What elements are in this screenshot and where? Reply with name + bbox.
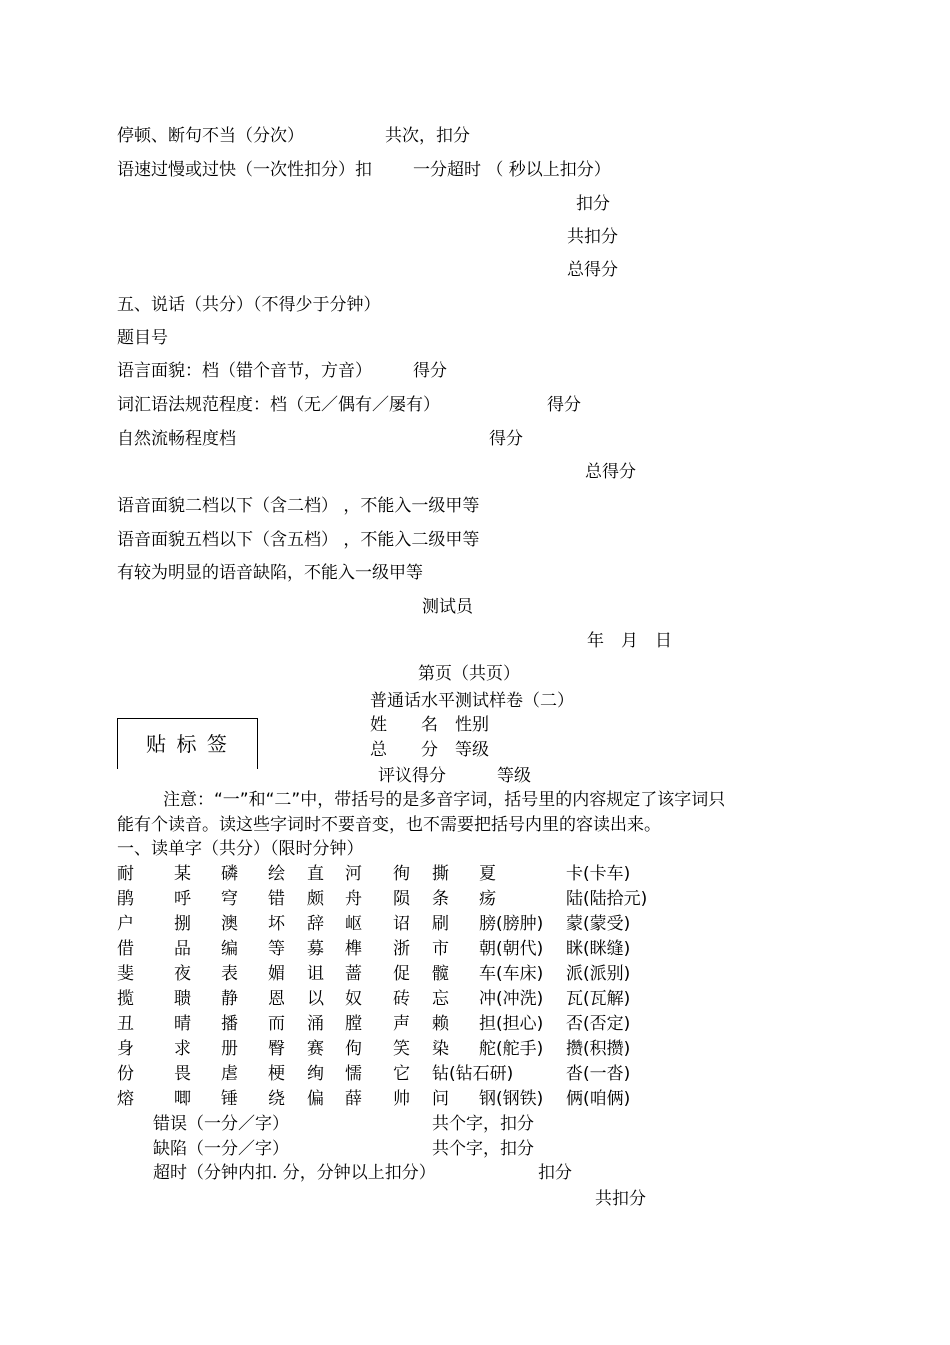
section1-title: 一、读单字（共分）（限时分钟）	[117, 839, 364, 859]
grid-char: 薛	[345, 1089, 362, 1109]
grid-char: 否(否定)	[566, 1014, 631, 1034]
grid-char: 畏	[174, 1064, 191, 1084]
speed-label: 语速过慢或过快（一次性扣分）扣	[117, 160, 372, 180]
grid-char: 浙	[393, 939, 410, 959]
grid-char: 忘	[432, 989, 449, 1009]
rule-2: 语音面貌五档以下（含五档） ，不能入二级甲等	[117, 530, 480, 550]
examiner-label: 测试员	[422, 597, 473, 617]
grid-char: 绘	[268, 864, 285, 884]
grid-char: 它	[393, 1064, 410, 1084]
grid-char: 播	[221, 1014, 238, 1034]
error-label: 错误（一分／字）	[153, 1114, 289, 1134]
grid-char: 沓(一沓)	[566, 1064, 631, 1084]
grid-char: 徇	[393, 864, 410, 884]
grid-char: 诅	[307, 964, 324, 984]
section1-total-deduct: 共扣分	[595, 1189, 646, 1209]
grid-char: 臀	[268, 1039, 285, 1059]
pronunciation-label: 语言面貌：档（错个音节，方音）	[117, 361, 372, 381]
grid-char: 促	[393, 964, 410, 984]
grid-char: 户	[117, 914, 134, 934]
grid-char: 岖	[345, 914, 362, 934]
vocab-score: 得分	[547, 395, 581, 415]
grid-char: 呼	[174, 889, 191, 909]
grid-char: 静	[221, 989, 238, 1009]
grid-char: 借	[117, 939, 134, 959]
overtime-score: 扣分	[538, 1163, 572, 1183]
grid-char: 身	[117, 1039, 134, 1059]
grid-char: 疡	[479, 889, 496, 909]
section4-total-score: 总得分	[567, 260, 618, 280]
grid-char: 奴	[345, 989, 362, 1009]
fluency-label: 自然流畅程度档	[117, 429, 236, 449]
deduct-score: 扣分	[576, 194, 610, 214]
grid-char: 丑	[117, 1014, 134, 1034]
grid-char: 钻(钻石研)	[432, 1064, 514, 1084]
grid-char: 媚	[268, 964, 285, 984]
grid-char: 颇	[307, 889, 324, 909]
name-gender-line: 姓 名 性别	[370, 715, 489, 735]
rule-1: 语音面貌二档以下（含二档） ，不能入一级甲等	[117, 496, 480, 516]
grid-char: 穹	[221, 889, 238, 909]
grid-char: 撕	[432, 864, 449, 884]
grid-char: 懦	[345, 1064, 362, 1084]
fluency-score: 得分	[489, 429, 523, 449]
grid-char: 陨	[393, 889, 410, 909]
grid-char: 帅	[393, 1089, 410, 1109]
grid-char: 赖	[432, 1014, 449, 1034]
speed-overtime: 一分超时 （ 秒以上扣分）	[413, 160, 611, 180]
grid-char: 品	[174, 939, 191, 959]
page-number: 第页（共页）	[418, 664, 520, 684]
grid-char: 捌	[174, 914, 191, 934]
grid-char: 榫	[345, 939, 362, 959]
grid-char: 髋	[432, 964, 449, 984]
rule-3: 有较为明显的语音缺陷，不能入一级甲等	[117, 563, 423, 583]
grid-char: 攒(积攒)	[566, 1039, 631, 1059]
grid-char: 眯(眯缝)	[566, 939, 631, 959]
grid-char: 直	[307, 864, 324, 884]
grid-char: 绕	[268, 1089, 285, 1109]
grid-char: 冲(冲洗)	[479, 989, 544, 1009]
grid-char: 问	[432, 1089, 449, 1109]
note-line-1: 注意：“一”和“二”中，带括号的是多音字词，括号里的内容规定了该字词只	[163, 790, 726, 810]
grid-char: 熔	[117, 1089, 134, 1109]
grid-char: 偏	[307, 1089, 324, 1109]
grid-char: 舟	[345, 889, 362, 909]
pause-label: 停顿、断句不当（分次）	[117, 126, 304, 146]
date-line: 年 月 日	[587, 631, 672, 651]
grid-char: 夜	[174, 964, 191, 984]
score-grade-line: 总 分 等级	[370, 740, 489, 760]
grid-char: 鹃	[117, 889, 134, 909]
total-deduct: 共扣分	[567, 227, 618, 247]
grid-char: 佝	[345, 1039, 362, 1059]
grid-char: 夏	[479, 864, 496, 884]
grid-char: 笑	[393, 1039, 410, 1059]
grid-char: 染	[432, 1039, 449, 1059]
grid-char: 担(担心)	[479, 1014, 544, 1034]
grid-char: 求	[174, 1039, 191, 1059]
grid-char: 钢(钢铁)	[479, 1089, 544, 1109]
sticker-label-box: 贴 标 签	[117, 718, 258, 769]
grid-char: 辞	[307, 914, 324, 934]
grid-char: 蒙(蒙受)	[566, 914, 631, 934]
grid-char: 条	[432, 889, 449, 909]
grid-char: 卡(卡车)	[566, 864, 631, 884]
paper-title: 普通话水平测试样卷（二）	[370, 691, 574, 711]
grid-char: 揽	[117, 989, 134, 1009]
grid-char: 舵(舵手)	[479, 1039, 544, 1059]
overtime-label: 超时（分钟内扣. 分，分钟以上扣分）	[153, 1163, 436, 1183]
grid-char: 车(车床)	[479, 964, 544, 984]
grid-char: 陆(陆拾元)	[566, 889, 648, 909]
grid-char: 声	[393, 1014, 410, 1034]
grid-char: 砖	[393, 989, 410, 1009]
grid-char: 而	[268, 1014, 285, 1034]
grid-char: 募	[307, 939, 324, 959]
grid-char: 赛	[307, 1039, 324, 1059]
grid-char: 以	[307, 989, 324, 1009]
topic-number: 题目号	[117, 328, 168, 348]
grid-char: 坏	[268, 914, 285, 934]
grid-char: 澳	[221, 914, 238, 934]
grid-char: 锤	[221, 1089, 238, 1109]
grid-char: 刷	[432, 914, 449, 934]
grid-char: 份	[117, 1064, 134, 1084]
grid-char: 斐	[117, 964, 134, 984]
grid-char: 梗	[268, 1064, 285, 1084]
grid-char: 派(派别)	[566, 964, 631, 984]
grid-char: 涌	[307, 1014, 324, 1034]
review-line: 评议得分 等级	[378, 766, 531, 786]
grid-char: 诏	[393, 914, 410, 934]
grid-char: 等	[268, 939, 285, 959]
grid-char: 膛	[345, 1014, 362, 1034]
grid-char: 恩	[268, 989, 285, 1009]
section5-title: 五、说话（共分）（不得少于分钟）	[117, 295, 381, 315]
defect-label: 缺陷（一分／字）	[153, 1139, 289, 1159]
note-line-2: 能有个读音。读这些字词时不要音变，也不需要把括号内里的容读出来。	[117, 815, 661, 835]
grid-char: 某	[174, 864, 191, 884]
grid-char: 晴	[174, 1014, 191, 1034]
grid-char: 蔷	[345, 964, 362, 984]
grid-char: 虐	[221, 1064, 238, 1084]
section5-total-score: 总得分	[585, 462, 636, 482]
grid-char: 错	[268, 889, 285, 909]
defect-score: 共个字，扣分	[432, 1139, 534, 1159]
grid-char: 唧	[174, 1089, 191, 1109]
grid-char: 编	[221, 939, 238, 959]
vocab-label: 词汇语法规范程度：档（无／偶有／屡有）	[117, 395, 440, 415]
pause-score: 共次，扣分	[385, 126, 470, 146]
grid-char: 膀(膀肿)	[479, 914, 544, 934]
grid-char: 聩	[174, 989, 191, 1009]
grid-char: 河	[345, 864, 362, 884]
grid-char: 磷	[221, 864, 238, 884]
grid-char: 绚	[307, 1064, 324, 1084]
grid-char: 册	[221, 1039, 238, 1059]
error-score: 共个字，扣分	[432, 1114, 534, 1134]
grid-char: 市	[432, 939, 449, 959]
grid-char: 俩(咱俩)	[566, 1089, 631, 1109]
grid-char: 瓦(瓦解)	[566, 989, 631, 1009]
grid-char: 表	[221, 964, 238, 984]
pronunciation-score: 得分	[413, 361, 447, 381]
grid-char: 耐	[117, 864, 134, 884]
grid-char: 朝(朝代)	[479, 939, 544, 959]
